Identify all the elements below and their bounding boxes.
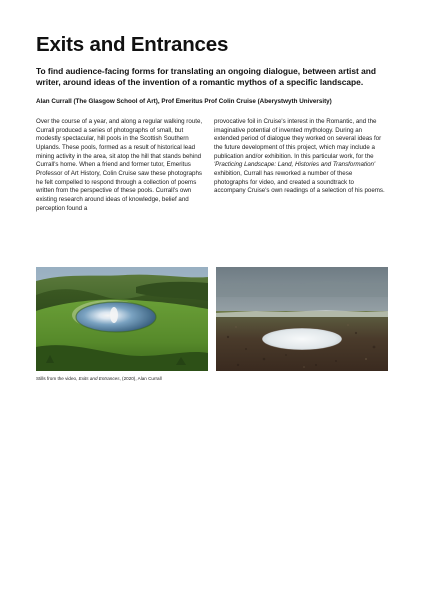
photo-hill-pool-green-image — [36, 267, 208, 371]
caption-prefix: Stills from the video, — [36, 376, 79, 381]
authors-line: Alan Currall (The Glasgow School of Art), Prof Emeritus Prof Colin Cruise (Aberystwyth University) — [36, 98, 332, 105]
photo-moor-pool-grey — [216, 267, 388, 371]
body-text-right-column — [214, 118, 386, 196]
body-text-left-column: Over the course of a year, and along a regular walking route, Currall produced a series of photographs of small, but modestly spectacular, hill pools in the Scottish Southern Uplands. These pools, formed as a result of historical lead mining activity in the area, sit atop the hill that stands behind Currall's home. When a friend and former tutor, Emeritus Professor of Art History, Colin Cruise saw these photographs he felt compelled to respond through a collection of poems written from the perspective of these pools. Currall's own existing research around ideas of knowledge, belief and perception found a — [36, 118, 203, 212]
caption-work-title: Exits and Entrances — [78, 376, 120, 381]
caption-suffix: , (2020), Alan Currall — [119, 376, 162, 381]
body-text-right-part-2: exhibition, Currall has reworked a number of these photographs for video, and created a soundtrack to accompany Cruise's own readings of a selection of his poems. — [214, 170, 385, 195]
subtitle: To find audience-facing forms for translating an ongoing dialogue, between artist and writer, around ideas of the invention of a romantic mythos of a specific landscape. — [36, 66, 376, 88]
page-title: Exits and Entrances — [36, 33, 229, 56]
body-text-right-part-1: provocative foil in Cruise's interest in the Romantic, and the imaginative potential of invented mythology. During an extended period of dialogue they worked on several ideas for the future development of this project, which may include a publication and/or exhibition. In this particular work, for the — [214, 118, 382, 160]
photo-moor-pool-grey-image — [216, 267, 388, 371]
exhibition-title: 'Practicing Landscape: Land, Histories and Transformation' — [214, 161, 376, 169]
photo-caption — [36, 376, 336, 382]
photo-hill-pool-green — [36, 267, 208, 371]
